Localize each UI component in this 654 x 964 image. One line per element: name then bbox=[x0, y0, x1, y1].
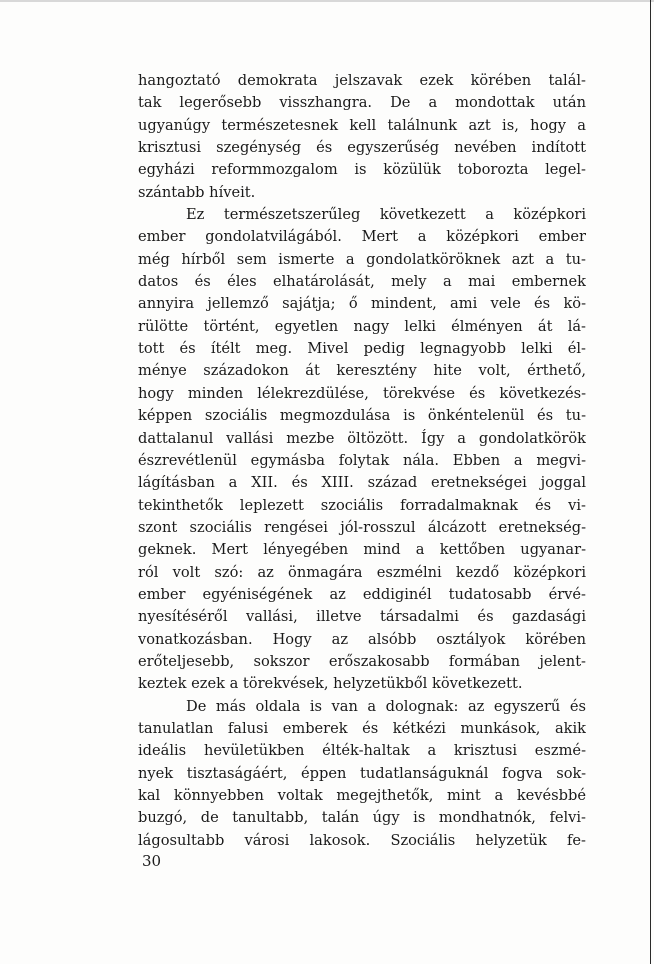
text-line: ember egyéniségének az eddiginél tudatosabb érvé- bbox=[138, 585, 586, 603]
text-line: tak legerősebb visszhangra. De a mondottak után bbox=[138, 94, 586, 112]
text-line: vonatkozásban. Hogy az alsóbb osztályok körében bbox=[138, 630, 586, 648]
text-line: De más oldala is van a dolognak: az egyszerű és bbox=[186, 697, 586, 715]
text-line: ugyanúgy természetesnek kell találnunk azt is, hogy a bbox=[138, 116, 586, 134]
text-line: szont szociális rengései jól-rosszul álcázott eretnekség- bbox=[138, 518, 586, 536]
page-right-edge bbox=[650, 0, 651, 964]
text-line: kal könnyebben voltak megejthetők, mint a kevésbbé bbox=[138, 787, 586, 804]
text-line: dattalanul vallási mezbe öltözött. Így a gondolatkörök bbox=[138, 429, 586, 447]
text-line: Ez természetszerűleg következett a középkori bbox=[186, 206, 586, 224]
text-line: képpen szociális megmozdulása is önkéntelenül és tu- bbox=[138, 407, 586, 425]
text-line: datos és éles elhatárolását, mely a mai embernek bbox=[138, 273, 586, 291]
body-text bbox=[138, 70, 586, 852]
text-line: tekinthetők leplezett szociális forradalmaknak és vi- bbox=[138, 496, 586, 514]
text-line: nyesítéséről vallási, illetve társadalmi és gazdasági bbox=[138, 608, 586, 626]
text-line: nyek tisztaságáért, éppen tudatlanságuknál fogva sok- bbox=[138, 764, 586, 782]
text-line: annyira jellemző sajátja; ő mindent, ami vele és kö- bbox=[138, 295, 586, 313]
text-line: rülötte történt, egyetlen nagy lelki élményen át lá- bbox=[138, 317, 586, 335]
page-top-edge bbox=[0, 0, 654, 2]
text-line: buzgó, de tanultabb, talán úgy is mondhatnók, felvi- bbox=[138, 809, 586, 827]
text-line: tott és ítélt meg. Mivel pedig legnagyobb lelki él- bbox=[138, 340, 586, 358]
text-line: ember gondolatvilágából. Mert a középkori ember bbox=[138, 228, 586, 246]
text-line: keztek ezek a törekvések, helyzetükből következett. bbox=[138, 675, 523, 693]
text-line: ideális hevületükben élték-haltak a krisztusi eszmé- bbox=[138, 742, 586, 760]
text-line: geknek. Mert lényegében mind a kettőben ugyanar- bbox=[138, 541, 586, 559]
text-line: krisztusi szegénység és egyszerűség nevében indított bbox=[138, 139, 586, 157]
text-line: erőteljesebb, sokszor erőszakosabb formában jelent- bbox=[138, 652, 586, 670]
text-line: észrevétlenül egymásba folytak nála. Ebben a megvi- bbox=[138, 451, 586, 469]
text-line: lágításban a XII. és XIII. század eretnekségei joggal bbox=[138, 474, 586, 492]
text-line: egyházi reformmozgalom is közülük toborozta legel- bbox=[138, 161, 586, 179]
text-line: ról volt szó: az önmagára eszmélni kezdő középkori bbox=[138, 563, 586, 581]
page-number: 30 bbox=[142, 852, 162, 870]
text-line: szántabb híveit. bbox=[138, 183, 256, 201]
text-line: tanulatlan falusi emberek és kétkézi munkások, akik bbox=[138, 719, 586, 737]
text-line: ménye századokon át keresztény hite volt, érthető, bbox=[138, 362, 586, 380]
text-line: lágosultabb városi lakosok. Szociális helyzetük fe- bbox=[138, 831, 586, 849]
text-line: hangoztató demokrata jelszavak ezek körében talál- bbox=[138, 72, 586, 89]
text-line: még hírből sem ismerte a gondolatköröknek azt a tu- bbox=[138, 250, 586, 268]
text-line: hogy minden lélekrezdülése, törekvése és következés- bbox=[138, 384, 586, 402]
